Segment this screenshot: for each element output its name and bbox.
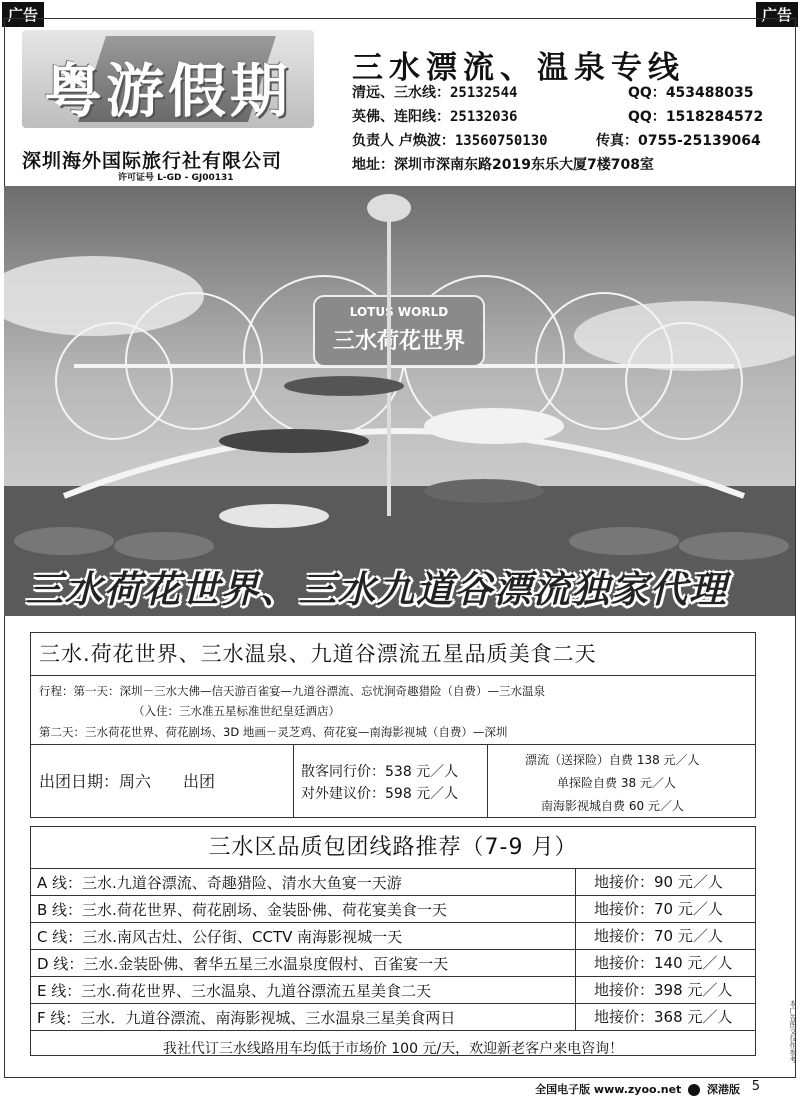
company-name: 深圳海外国际旅行社有限公司 [22,150,283,172]
lotus-world-illustration [4,186,795,616]
route-price: 地接价：90 元／人 [575,869,756,895]
lotus-world-photo [4,186,795,616]
qq-number: 453488035 [665,85,754,101]
route-row [31,923,755,950]
route-name: D 线：三水.金装卧佛、奢华五星三水温泉度假村、百雀宴一天 [37,955,449,973]
optional-adventure: 单探险自费 38 元／人 [557,776,676,790]
itinerary-day2: 第二天：三水荷花世界、荷花剧场、3D 地画－灵芝鸡、荷花宴—南海影视城（自费）—深圳 [39,725,508,739]
contact-address [352,154,654,174]
optional-rafting: 漂流（送探险）自费 138 元／人 [525,753,700,767]
company-logo [22,30,314,128]
departure-date: 出团日期：周六 出团 [31,745,294,818]
footer [535,1081,740,1097]
route-price: 地接价：140 元／人 [575,950,756,976]
sign-chinese: 三水荷花世界 [332,329,466,354]
license-number: 许可证号 L-GD - GJ00131 [118,173,234,183]
headline: 三水漂流、温泉专线 [352,50,685,86]
qq-label: QQ： [628,85,666,101]
fax-number: 0755-25139064 [638,133,761,149]
contact-manager [352,130,548,150]
address-text: 深圳市深南东路2019东乐大厦7楼708室 [394,157,654,173]
route-name: A 线：三水.九道谷漂流、奇趣猎险、清水大鱼宴一天游 [37,874,402,892]
contact-qq2 [628,106,763,126]
qq-number: 1518284572 [665,109,764,125]
qq-label: QQ： [628,109,666,125]
route-name: B 线：三水.荷花世界、荷花剧场、金装卧佛、荷花宴美食一天 [37,901,447,919]
page-number: 5 [751,1079,760,1094]
fax-label: 传真： [596,133,638,149]
contact-qq1 [628,82,753,102]
contact-phone: 25132544 [450,85,518,101]
route-row [31,1004,755,1031]
routes-footnote: 我社代订三水线路用车均低于市场价 100 元/天，欢迎新老客户来电咨询！ [162,1041,624,1057]
route-row [31,869,755,896]
group-routes-box [30,826,756,1056]
logo-text: 粤游假期 [43,57,292,125]
tour-package-box [30,632,756,818]
photo-title: 三水荷花世界、三水九道谷漂流独家代理 [26,568,728,611]
tour-details-row [31,744,755,818]
ad-label-left: 广告 [2,2,44,27]
footer-logo-icon [688,1084,700,1096]
contact-line2 [352,106,517,126]
price-cell [293,745,488,818]
contact-fax [596,130,761,150]
contact-label: 英佛、连阳线： [352,109,450,125]
tour-title: 三水.荷花世界、三水温泉、九道谷漂流五星品质美食二天 [31,633,755,676]
routes-title: 三水区品质包团线路推荐（7-9 月） [31,827,755,869]
optional-film-city: 南海影视城自费 60 元／人 [541,799,684,813]
route-price: 地接价：70 元／人 [575,923,756,949]
route-price: 地接价：398 元／人 [575,977,756,1003]
retail-price: 对外建议价：598 元／人 [301,786,459,802]
manager-label: 负责人 卢焕波： [352,133,455,149]
address-label: 地址： [352,157,394,173]
contact-phone: 25132036 [450,109,518,125]
itinerary-day1: 行程：第一天：深圳－三水大佛—信天游百雀宴—九道谷漂流、忘忧涧奇趣猎险（自费）—三水温泉 [39,684,545,698]
route-price: 地接价：70 元／人 [575,896,756,922]
ad-label-right: 广告 [756,2,798,27]
route-name: E 线：三水.荷花世界、三水温泉、九道谷漂流五星美食二天 [37,982,432,1000]
peer-price: 散客同行价：538 元／人 [301,764,459,780]
footer-website: 全国电子版 www.zyoo.net [535,1083,682,1096]
manager-phone: 13560750130 [454,133,548,149]
route-row [31,950,755,977]
route-price: 地接价：368 元／人 [575,1004,756,1030]
route-row [31,977,755,1004]
itinerary-hotel: （入住：三水准五星标准世纪皇廷酒店） [133,704,340,718]
optional-costs [487,745,755,818]
route-name: F 线：三水．九道谷漂流、南海影视城、三水温泉三星美食两日 [37,1009,456,1027]
contact-label: 清远、三水线： [352,85,450,101]
contact-line1 [352,82,517,102]
footer-edition: 深港版 [707,1083,740,1096]
side-disclaimer: 本广告图文仅作参考 [789,1000,797,1063]
route-row [31,896,755,923]
sign-english: LOTUS WORLD [349,305,449,319]
route-name: C 线：三水.南风古灶、公仔街、CCTV 南海影视城一天 [37,928,403,946]
